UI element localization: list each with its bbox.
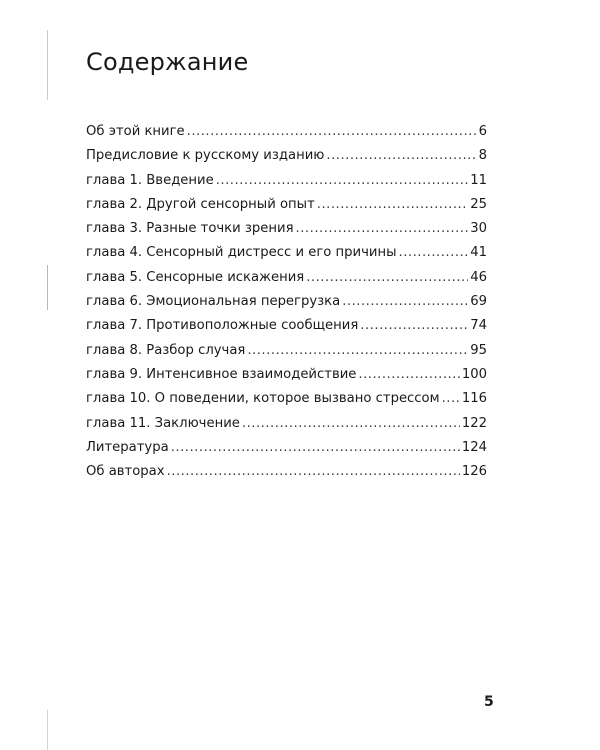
toc-dot-leader (399, 241, 469, 265)
toc-dot-leader (326, 144, 476, 168)
toc-entry-label: Предисловие к русскому изданию (86, 148, 325, 164)
page-number: 5 (484, 694, 494, 710)
toc-entry (86, 144, 487, 168)
toc-entry (86, 290, 487, 314)
toc-entry-page: 69 (470, 294, 487, 310)
toc-entry-page: 100 (461, 366, 487, 382)
toc-entry-page: 126 (461, 464, 487, 480)
toc-dot-leader (358, 363, 459, 387)
toc-entry (86, 339, 487, 363)
toc-entry-page: 46 (470, 269, 487, 285)
toc-entry-page: 116 (461, 391, 487, 407)
toc-dot-leader (171, 436, 460, 460)
page-edge-mark (47, 30, 48, 100)
toc-entry-label: глава 3. Разные точки зрения (86, 221, 294, 237)
toc-entry (86, 363, 487, 387)
toc-dot-leader (442, 387, 460, 411)
toc-entry (86, 169, 487, 193)
page-title: Содержание (86, 48, 249, 76)
toc-dot-leader (247, 339, 468, 363)
toc-dot-leader (167, 460, 460, 484)
toc-entry-label: глава 1. Введение (86, 172, 214, 188)
page-edge-mark (47, 710, 48, 750)
toc-entry-label: глава 6. Эмоциональная перегрузка (86, 294, 341, 310)
toc-dot-leader (187, 120, 477, 144)
toc-entry-page: 11 (470, 172, 487, 188)
toc-entry (86, 436, 487, 460)
toc-entry (86, 314, 487, 338)
toc-entry-page: 95 (470, 342, 487, 358)
toc-entry-label: глава 4. Сенсорный дистресс и его причины (86, 245, 397, 261)
toc-dot-leader (296, 217, 469, 241)
toc-entry-label: глава 2. Другой сенсорный опыт (86, 196, 315, 212)
toc-entry-page: 74 (470, 318, 487, 334)
toc-entry-page: 6 (478, 124, 487, 139)
toc-entry-label: Об авторах (86, 464, 165, 480)
toc-entry (86, 120, 487, 144)
toc-dot-leader (306, 266, 468, 290)
toc-entry-label: глава 5. Сенсорные искажения (86, 269, 305, 285)
toc-entry (86, 412, 487, 436)
toc-entry (86, 460, 487, 484)
toc-dot-leader (242, 412, 460, 436)
toc-entry-label: глава 8. Разбор случая (86, 342, 246, 358)
toc-entry (86, 241, 487, 265)
toc-dot-leader (317, 193, 468, 217)
toc-entry-label: Литература (86, 439, 169, 455)
toc-entry-page: 30 (470, 221, 487, 237)
toc-entry-page: 25 (470, 196, 487, 212)
toc-entry (86, 193, 487, 217)
toc-dot-leader (360, 314, 468, 338)
toc-entry-label: глава 11. Заключение (86, 415, 240, 431)
toc-entry-label: Об этой книге (86, 124, 185, 139)
toc-entry-page: 41 (470, 245, 487, 261)
toc-entry (86, 387, 487, 411)
table-of-contents (86, 120, 487, 484)
toc-entry-page: 124 (461, 439, 487, 455)
toc-entry (86, 217, 487, 241)
toc-entry-page: 8 (478, 148, 487, 164)
toc-entry-label: глава 9. Интенсивное взаимодействие (86, 366, 357, 382)
toc-entry (86, 266, 487, 290)
toc-dot-leader (216, 169, 468, 193)
toc-entry-label: глава 7. Противоположные сообщения (86, 318, 359, 334)
page-edge-mark (47, 265, 48, 310)
toc-entry-page: 122 (461, 415, 487, 431)
toc-entry-label: глава 10. О поведении, которое вызвано стрессом (86, 391, 440, 407)
toc-dot-leader (342, 290, 468, 314)
